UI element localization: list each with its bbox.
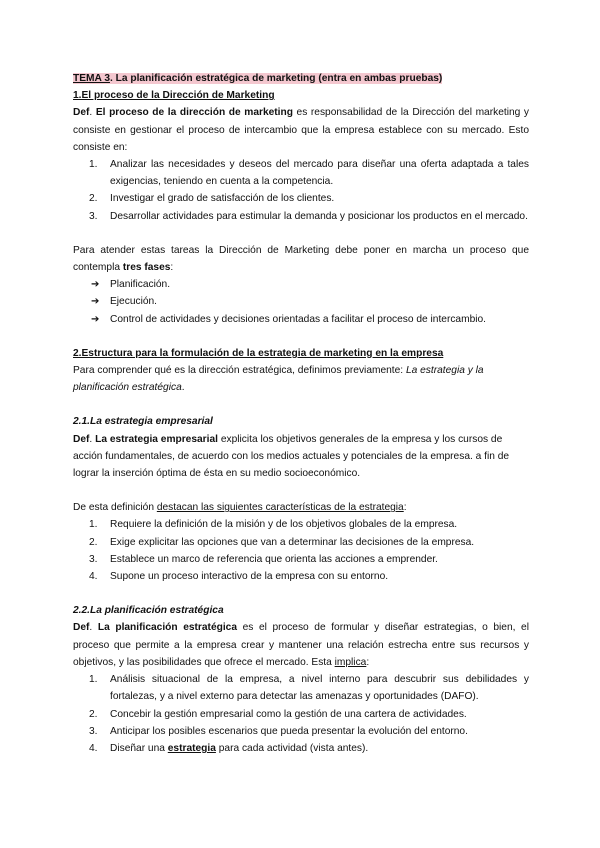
def-text: es el proceso de formular y diseñar estrategias, o bien, el proceso que permite a la empresa crear y mantener una relación estrecha entre sus recursos y objetivos, y las posibilidades que ofrece el mercado. Esta <box>73 622 529 668</box>
def-dot: . <box>89 107 96 119</box>
list-number: 4. <box>89 571 98 583</box>
list-text: Supone un proceso interactivo de la empresa con su entorno. <box>110 571 389 583</box>
list-item <box>73 568 529 585</box>
def-colon: : <box>366 656 370 668</box>
tres-fases: tres fases <box>122 262 171 274</box>
def-term: El proceso de la dirección de marketing <box>95 107 293 119</box>
list-item <box>73 276 529 293</box>
spacer <box>73 396 529 413</box>
spacer <box>73 585 529 602</box>
list-number: 1. <box>89 519 98 531</box>
def-dot: . <box>89 433 96 445</box>
tema-label: TEMA 3 <box>73 73 110 84</box>
document-page <box>73 70 529 757</box>
lead-underlined: destacan las siguientes características de la estrategia <box>156 502 404 514</box>
section-2-2-heading: 2.2.La planificación estratégica <box>73 605 224 617</box>
list-text: Ejecución. <box>110 296 158 308</box>
list-number: 3. <box>89 553 98 565</box>
list-number: 1. <box>89 674 98 686</box>
phases-list <box>73 276 529 328</box>
list-item <box>73 208 529 225</box>
list-item <box>73 534 529 551</box>
list-text: Requiere la definición de la misión y de los objetivos globales de la empresa. <box>110 519 458 531</box>
list-number: 4. <box>89 742 98 754</box>
list-number: 3. <box>89 210 98 222</box>
list-item <box>73 311 529 328</box>
list-item <box>73 706 529 723</box>
intro-dot: . <box>181 382 185 394</box>
arrow-icon: ➔ <box>91 313 100 325</box>
lead-colon: : <box>403 502 407 514</box>
list-text: Establece un marco de referencia que orienta las acciones a emprender. <box>110 553 438 565</box>
section-2-1-heading: 2.1.La estrategia empresarial <box>73 416 213 428</box>
section-2-intro <box>73 362 529 396</box>
intro-text: Para comprender qué es la dirección estratégica, definimos previamente: <box>73 365 406 377</box>
list-number: 1. <box>89 159 98 171</box>
def-term: La estrategia empresarial <box>95 433 218 445</box>
section-1-phases-intro <box>73 242 529 276</box>
list-item <box>73 551 529 568</box>
list-text-end: para cada actividad (vista antes). <box>215 742 369 754</box>
list-number: 2. <box>89 708 98 720</box>
list-text: Investigar el grado de satisfacción de los clientes. <box>110 193 335 205</box>
document-title <box>73 70 529 87</box>
list-text: Diseñar una <box>110 742 168 754</box>
list-item <box>73 740 529 757</box>
arrow-icon: ➔ <box>91 296 100 308</box>
para-text: Para atender estas tareas la Dirección de Marketing debe poner en marcha un proceso que contempla <box>73 244 529 274</box>
list-number: 2. <box>89 193 98 205</box>
list-text: Anticipar los posibles escenarios que pueda presentar la evolución del entorno. <box>110 725 468 737</box>
intro-italic: La estrategia y la planificación estratégica <box>73 365 484 394</box>
def-label: Def <box>73 622 90 634</box>
list-text: Control de actividades y decisiones orientadas a facilitar el proceso de intercambio. <box>110 313 487 325</box>
spacer <box>73 225 529 242</box>
list-item <box>73 190 529 207</box>
def-text: es responsabilidad de la Dirección del marketing y consiste en gestionar el proceso de intercambio que la empresa establece con su mercado. Esto consiste en: <box>73 107 529 153</box>
list-number: 3. <box>89 725 98 737</box>
def-dot: . <box>89 622 98 634</box>
list-item <box>73 293 529 310</box>
list-text: Planificación. <box>110 279 171 291</box>
list-text: Desarrollar actividades para estimular la demanda y posicionar los productos en el mercado. <box>110 210 528 222</box>
section-2-1-definition <box>73 431 529 483</box>
list-text: Concebir la gestión empresarial como la gestión de una cartera de actividades. <box>110 708 467 720</box>
section-2-2-list <box>73 671 529 757</box>
section-2-1-lead <box>73 499 529 516</box>
list-text: Análisis situacional de la empresa, a nivel interno para descubrir sus debilidades y fortalezas, y a nivel externo para detectar las amenazas y oportunidades (DAFO). <box>110 674 529 703</box>
def-text: explicita los objetivos generales de la empresa y los cursos de acción fundamentales, de acuerdo con los medios actuales y potenciales de la empresa. a fin de lograr la inserción óptima de ésta en su medio socioeconómico. <box>73 433 510 480</box>
section-1-list <box>73 156 529 225</box>
list-item <box>73 671 529 705</box>
list-item <box>73 516 529 533</box>
lead-text: De esta definición <box>73 502 157 514</box>
section-1-heading: 1.El proceso de la Dirección de Marketing <box>73 90 275 102</box>
list-item <box>73 723 529 740</box>
def-term: La planificación estratégica <box>97 622 237 634</box>
spacer <box>73 328 529 345</box>
section-2-1-list <box>73 516 529 585</box>
implica-word: implica <box>334 656 367 668</box>
para-colon: : <box>170 262 174 274</box>
estrategia-word: estrategia <box>167 742 216 754</box>
list-text: Exige explicitar las opciones que van a determinar las decisiones de la empresa. <box>110 536 475 548</box>
list-item <box>73 156 529 190</box>
section-1-definition <box>73 104 529 156</box>
list-number: 2. <box>89 536 98 548</box>
list-text: Analizar las necesidades y deseos del mercado para diseñar una oferta adaptada a tales exigencias, teniendo en cuenta a la competencia. <box>110 159 529 188</box>
section-2-2-definition <box>73 619 529 671</box>
def-label: Def <box>73 107 90 119</box>
title-text: . La planificación estratégica de marketing (entra en ambas pruebas) <box>109 73 443 84</box>
section-2-heading: 2.Estructura para la formulación de la estrategia de marketing en la empresa <box>73 347 444 359</box>
def-label: Def <box>73 433 90 445</box>
arrow-icon: ➔ <box>91 279 100 291</box>
spacer <box>73 482 529 499</box>
